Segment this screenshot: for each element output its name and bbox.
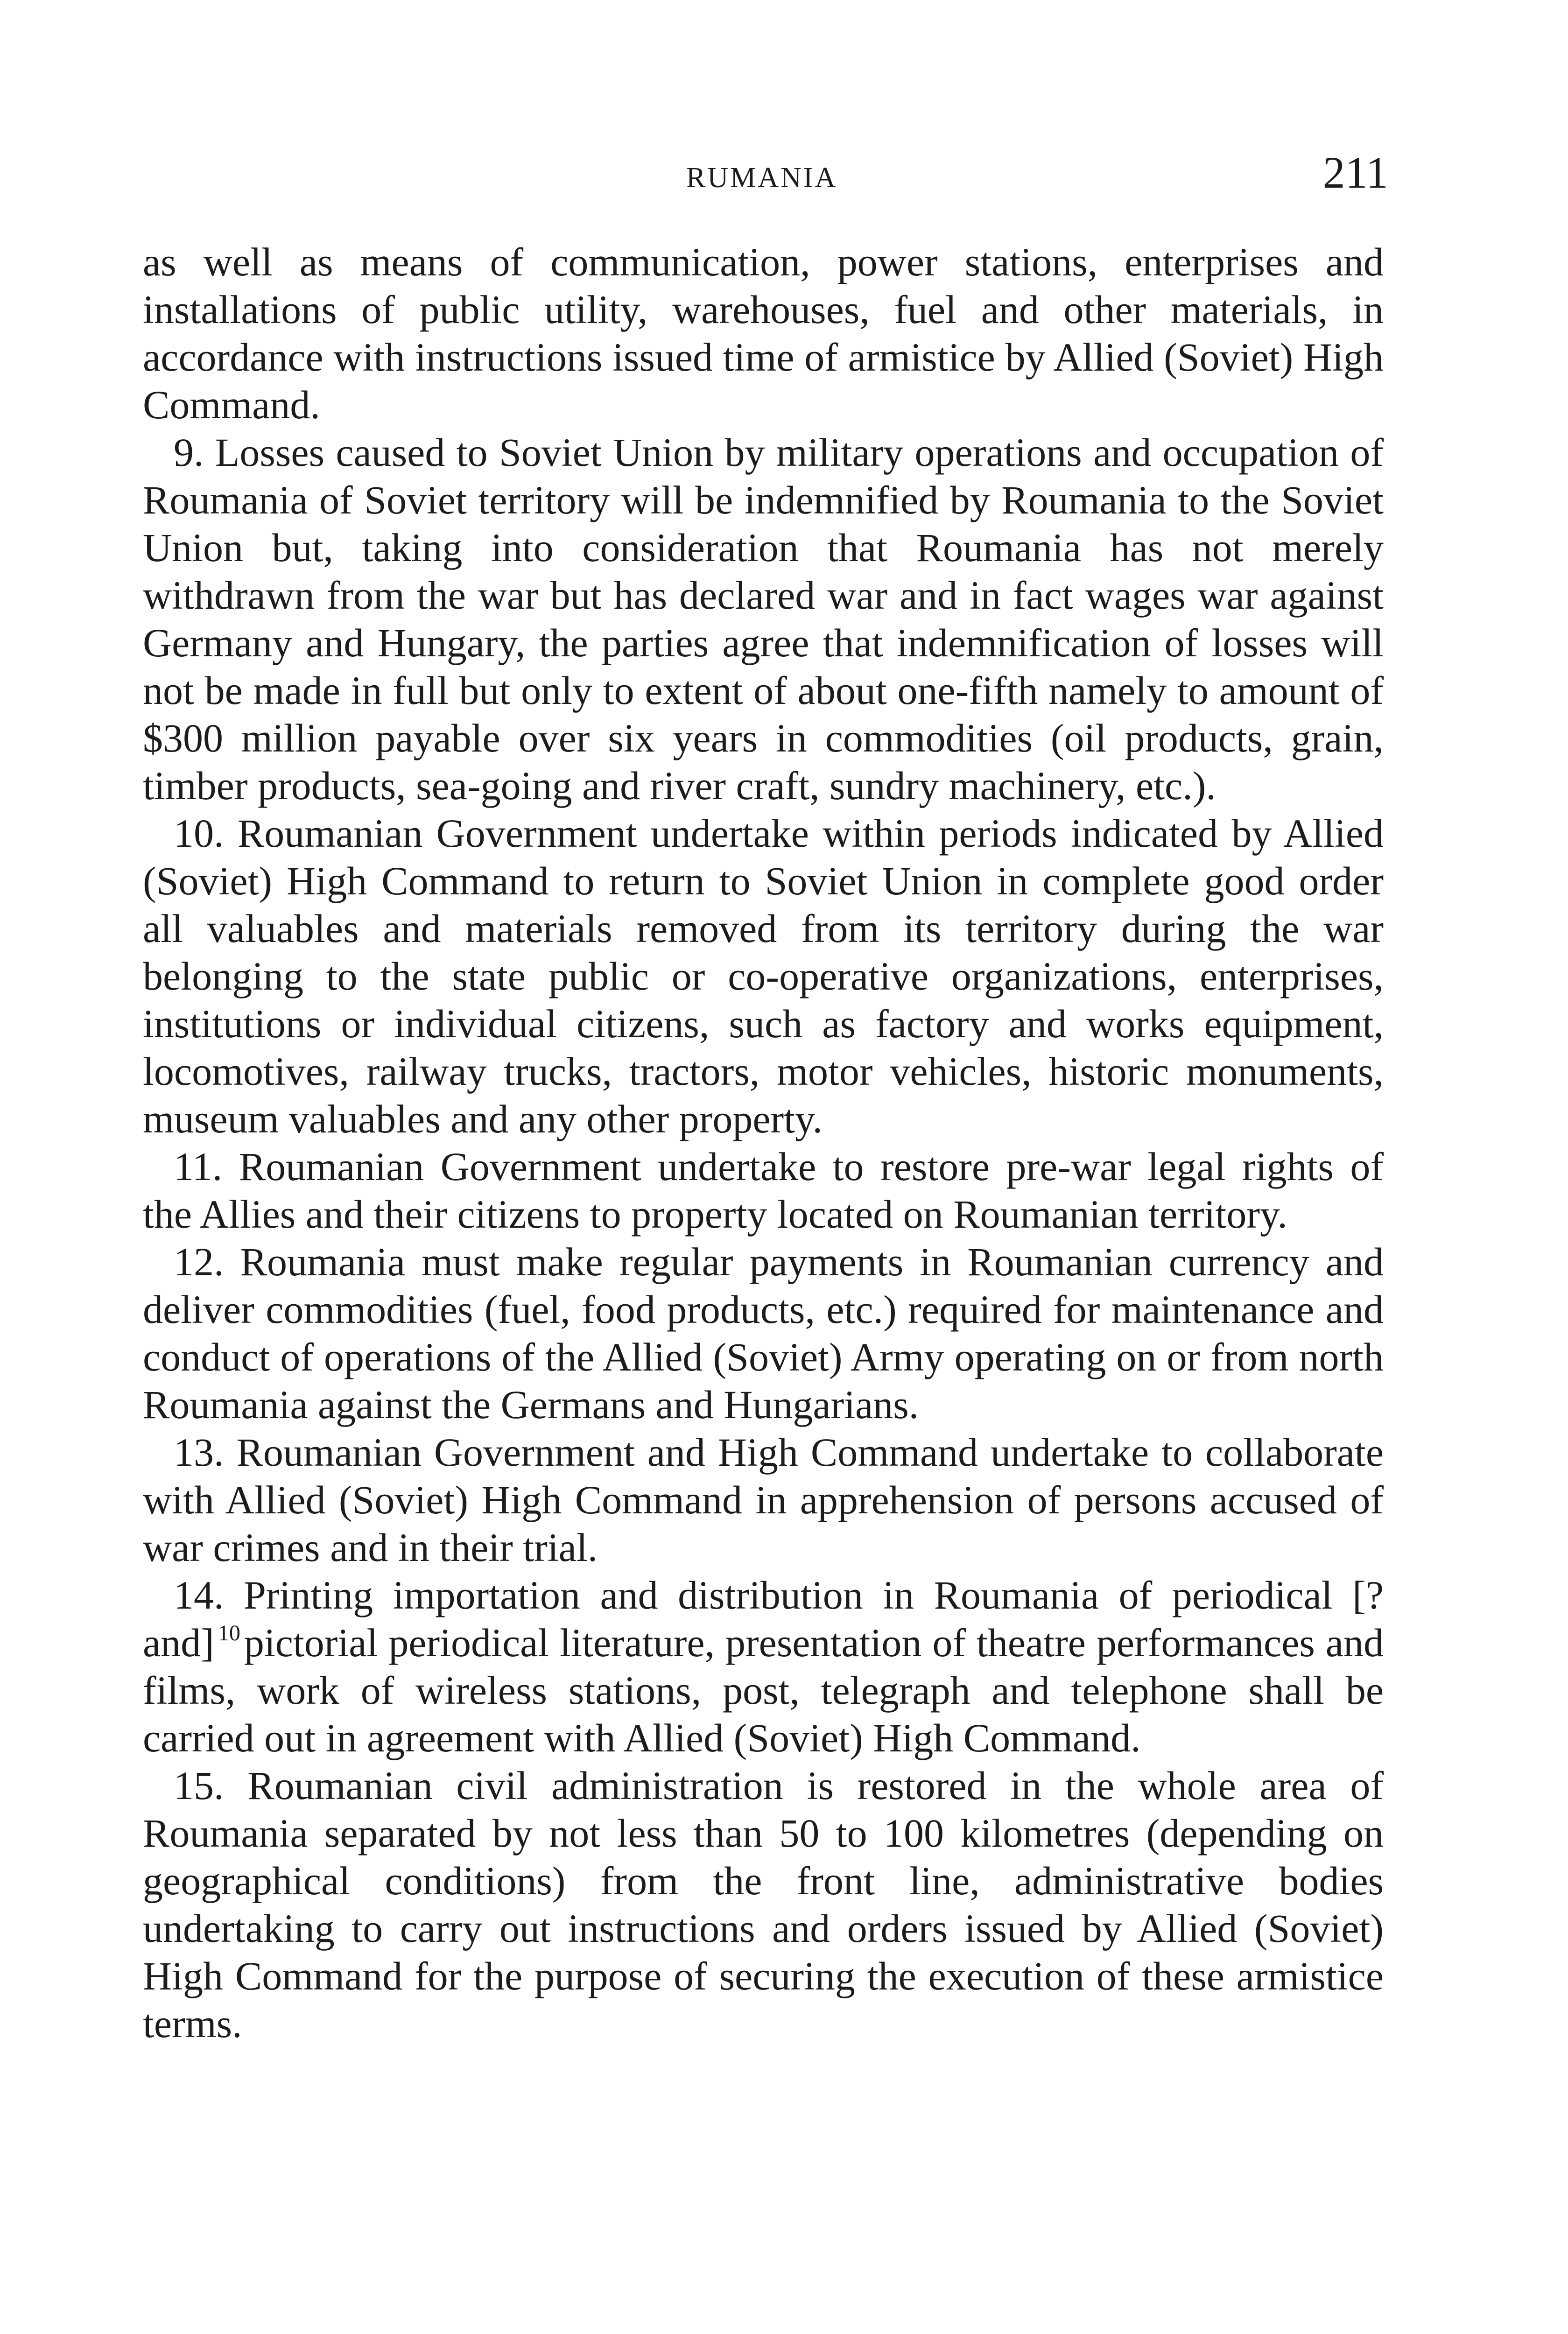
paragraph-12: 12. Roumania must make regular payments in Roumanian currency and deliver commodities (fuel, food products, etc.) required for maintenance and conduct of operations of the Allied (Soviet) Army operating on or from north Roumania against the Germans and Hungarians. <box>143 1239 1384 1427</box>
footnote-reference: 10 <box>218 1621 240 1645</box>
paragraph-14-part-2: pictorial periodical literature, presentation of theatre performances and films, work of wireless stations, post, telegraph and telephone shall be carried out in agreement with Allied (Soviet) High Command. <box>143 1620 1384 1760</box>
paragraph-9: 9. Losses caused to Soviet Union by military operations and occupation of Roumania of Soviet territory will be indemnified by Roumania to the Soviet Union but, taking into consideration that Roumania has not merely withdrawn from the war but has declared war and in fact wages war against Germany and Hungary, the parties agree that indemnification of losses will not be made in full but only to extent of about one-fifth namely to amount of $300 million payable over six years in commodities (oil products, grain, timber products, sea-going and river craft, sundry machinery, etc.). <box>143 430 1384 808</box>
page-number: 211 <box>1322 148 1388 197</box>
paragraph-14 <box>143 1571 1384 1762</box>
paragraph-13: 13. Roumanian Government and High Command undertake to collaborate with Allied (Soviet) High Command in apprehension of persons accused of war crimes and in their trial. <box>143 1430 1384 1570</box>
paragraph-continuation: as well as means of communication, power stations, enterprises and installations of public utility, warehouses, fuel and other materials, in accordance with instructions issued time of armistice by Allied (Soviet) High Command. <box>143 239 1384 427</box>
running-head: RUMANIA <box>686 162 838 194</box>
body-text <box>143 238 1384 2047</box>
paragraph-15: 15. Roumanian civil administration is restored in the whole area of Roumania separated by not less than 50 to 100 kilometres (depending on geographical conditions) from the front line, administrative bodies undertaking to carry out instructions and orders issued by Allied (Soviet) High Command for the purpose of securing the execution of these armistice terms. <box>143 1763 1384 2046</box>
paragraph-10: 10. Roumanian Government undertake within periods indicated by Allied (Soviet) High Command to return to Soviet Union in complete good order all valuables and materials removed from its territory during the war belonging to the state public or co-operative organizations, enterprises, institutions or individual citizens, such as factory and works equipment, locomotives, railway trucks, tractors, motor vehicles, historic monuments, museum valuables and any other property. <box>143 811 1384 1141</box>
paragraph-11: 11. Roumanian Government undertake to restore pre-war legal rights of the Allies and their citizens to property located on Roumanian territory. <box>143 1144 1384 1237</box>
paragraph-14-part-1: 14. Printing importation and distribution in Roumania of periodical [? and] <box>143 1573 1384 1665</box>
